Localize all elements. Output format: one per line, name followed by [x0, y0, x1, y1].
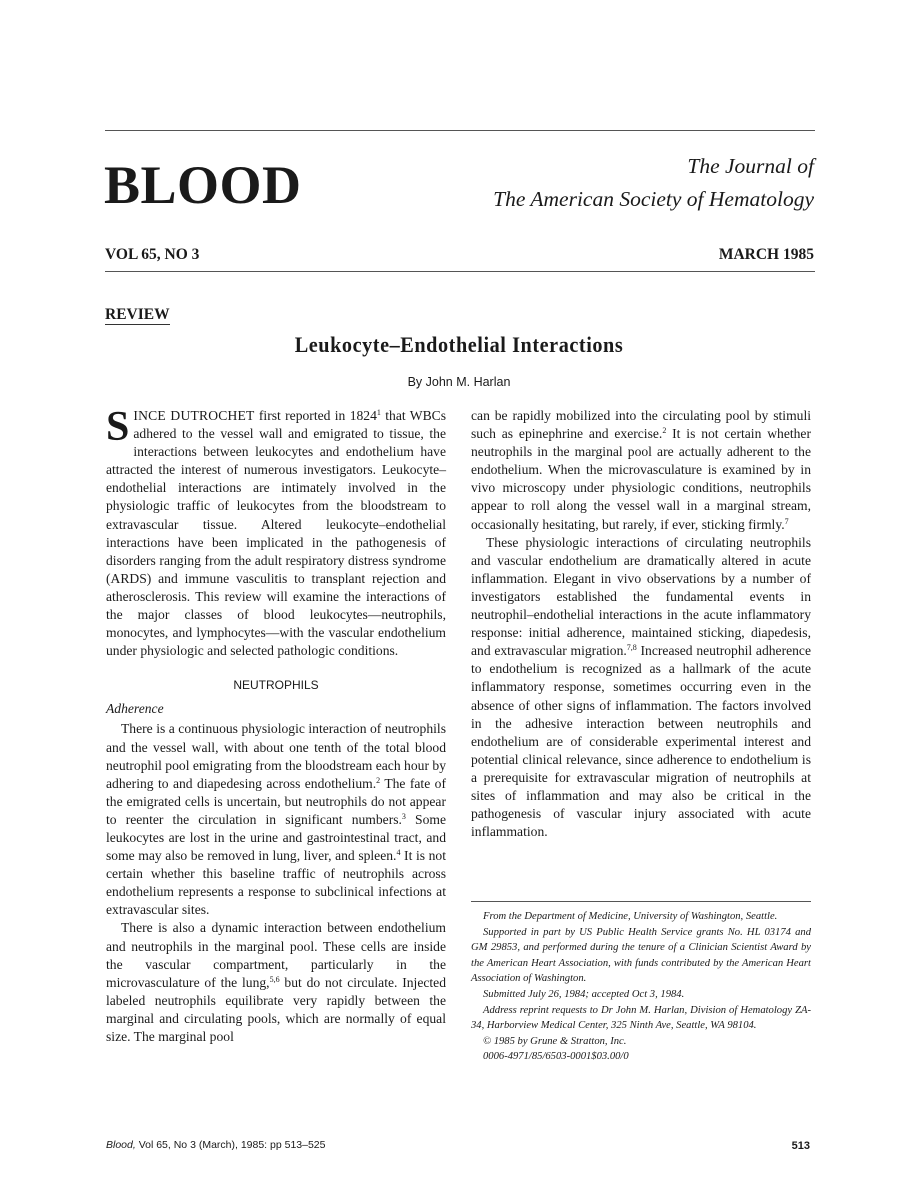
journal-subtitle	[493, 150, 814, 216]
journal-subtitle-line1: The Journal of	[687, 154, 814, 178]
reference-marker[interactable]: 7	[784, 516, 789, 526]
reference-marker[interactable]: 2	[376, 775, 381, 785]
paragraph-text: Some leukocytes are lost in the urine and gastrointestinal tract, and some may also be removed in lung, liver, and spleen.	[106, 811, 446, 864]
footer-citation	[106, 1140, 326, 1151]
footnote-dates: Submitted July 26, 1984; accepted Oct 3, 1984.	[483, 988, 685, 1000]
paragraph-text: It is not certain whether this baseline traffic of neutrophils across endothelium represents a response to subclinical infections at extravascular sites.	[106, 848, 446, 918]
paragraph-text: can be rapidly mobilized into the circulating pool by stimuli such as epinephrine and exercise.	[471, 408, 811, 442]
lead-caps: INCE DUTROCHET	[133, 408, 255, 423]
footnote-reprint-address: Address reprint requests to Dr John M. Harlan, Division of Hematology ZA-34, Harborview Medical Center, 325 Ninth Ave, Seattle, WA 98104.	[471, 1004, 811, 1032]
byline: By John M. Harlan	[407, 375, 511, 389]
paragraph-text: The fate of the emigrated cells is uncertain, but neutrophils do not appear to reenter the circulation in significant numbers.	[106, 775, 446, 827]
article-title: Leukocyte–Endothelial Interactions	[294, 332, 624, 357]
footer-citation-details: Vol 65, No 3 (March), 1985: pp 513–525	[135, 1139, 326, 1151]
reference-marker[interactable]: 2	[662, 426, 667, 436]
reference-marker[interactable]: 1	[376, 408, 381, 417]
masthead-rule	[105, 271, 815, 272]
paragraph-text: Increased neutrophil adherence to endothelium is recognized as a hallmark of the acute inflammatory response, sometimes occurring even in the absence of other signs of inflammation. The factors involved in the adhesive interaction between neutrophils and endothelium are of considerable experimental interest and potential clinical relevance, since adherence to endothelium is a prerequisite for extravascular migration of neutrophils at sites of inflammation and may also be critical in the pathogenesis of vascular injury associated with acute inflammation.	[471, 643, 811, 840]
intro-text: that WBCs adhered to the vessel wall and emigrated to tissue, the interactions between leukocytes and endothelium have attracted the interest of numerous investigators. Leukocyte–endothelial interactions are intimately involved in the physiologic traffic of leukocytes from the bloodstream to extravascular tissue. Altered leukocyte–endothelial interactions have been implicated in the pathogenesis of disorders ranging from the adult respiratory distress syndrome (ARDS) and immune vasculitis to transplant rejection and atherosclerosis. This review will examine the interactions of the major classes of blood leukocytes—neutrophils, monocytes, and lymphocytes—with the vascular endothelium under physiologic and selected pathologic conditions.	[106, 408, 446, 659]
journal-subtitle-line2: The American Society of Hematology	[493, 187, 814, 211]
drop-cap: S	[106, 404, 130, 450]
page-number: 513	[791, 1140, 810, 1152]
body-paragraph	[106, 919, 446, 1046]
reference-marker[interactable]: 3	[401, 811, 406, 821]
section-heading: NEUTROPHILS	[233, 678, 319, 693]
footer-journal-name: Blood,	[106, 1139, 136, 1151]
intro-text: first reported in 1824	[254, 408, 377, 423]
footnote-affiliation: From the Department of Medicine, University of Washington, Seattle.	[483, 911, 778, 922]
section-label: REVIEW	[105, 306, 170, 323]
reference-marker[interactable]: 7,8	[626, 643, 637, 653]
paragraph-text: These physiologic interactions of circulating neutrophils and vascular endothelium are dramatically altered in acute inflammation. Elegant in vivo observations by a number of investigators established the fundamental events in neutrophil–endothelial interactions in the acute inflammatory response: initial adherence, maintained sticking, diapedesis, and extravascular migration.	[471, 534, 811, 659]
volume-issue: VOL 65, NO 3	[105, 246, 200, 263]
paragraph-text: There is also a dynamic interaction between endothelium and neutrophils in the marginal pool. These cells are inside the vascular compartment, particularly in the microvasculature of the lung,	[106, 920, 446, 990]
subsection-heading: Adherence	[106, 701, 164, 717]
top-rule	[105, 130, 815, 131]
reference-marker[interactable]: 5,6	[269, 974, 280, 984]
issue-date: MARCH 1985	[718, 246, 814, 263]
footnote-code: 0006-4971/85/6503-0001$03.00/0	[483, 1051, 629, 1063]
footnote-funding: Supported in part by US Public Health Service grants No. HL 03174 and GM 29853, and performed during the tenure of a Clinician Scientist Award by the American Heart Association, with funds contributed by the American Heart Association of Washington.	[471, 926, 811, 985]
intro-paragraph	[106, 404, 446, 660]
paragraph-text: There is a continuous physiologic interaction of neutrophils and the vessel wall, with about one tenth of the total blood neutrophil pool emigrating from the bloodstream each hour by adhering to and diapedesing across endothelium.	[106, 721, 446, 791]
journal-title: BLOOD	[104, 155, 302, 215]
paragraph-text: but do not circulate. Injected labeled neutrophils equilibrate very rapidly between the marginal and circulating pools, which are normally of equal size. The marginal pool	[106, 974, 446, 1044]
footnotes	[471, 909, 811, 1065]
reference-marker[interactable]: 4	[396, 848, 401, 858]
footnote-rule	[471, 901, 811, 902]
paragraph-text: It is not certain whether neutrophils in the marginal pool are actually adherent to the endothelium. When the microvasculature is examined by in vivo microscopy under physiologic conditions, neutrophils appear to roll along the vessel wall in a marginal stream, occasionally hesitating, but rarely, if ever, sticking firmly.	[471, 426, 811, 532]
body-paragraph	[471, 407, 811, 534]
footnote-copyright: © 1985 by Grune & Stratton, Inc.	[483, 1035, 627, 1047]
body-paragraph	[471, 534, 811, 842]
left-column	[106, 404, 446, 1046]
right-column	[471, 407, 811, 841]
body-paragraph	[106, 720, 446, 919]
